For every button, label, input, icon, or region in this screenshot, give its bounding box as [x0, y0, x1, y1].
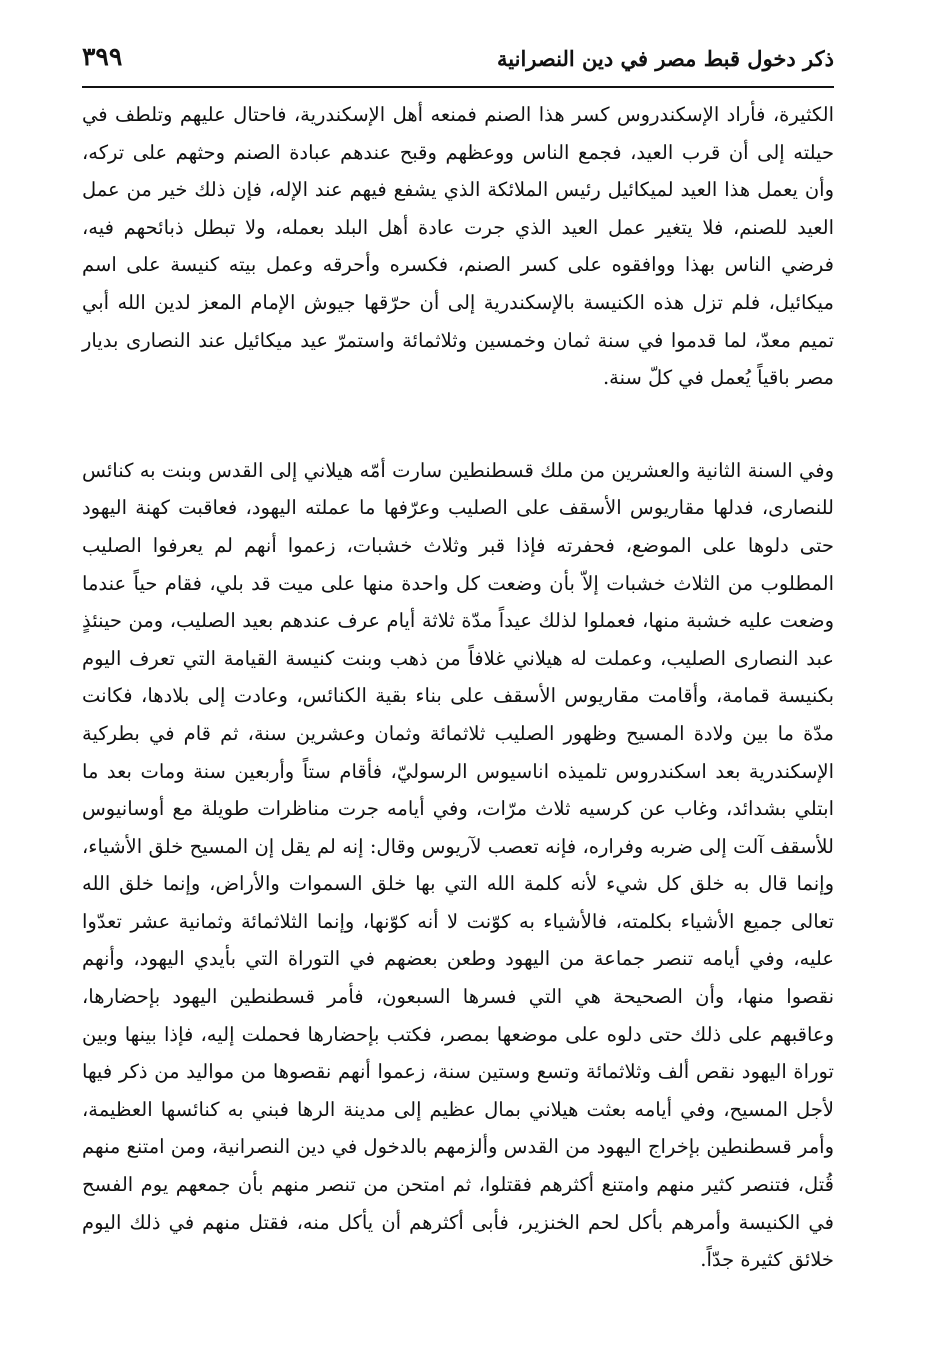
body-text — [82, 96, 834, 1279]
paragraph: الكثيرة، فأراد الإسكندروس كسر هذا الصنم فمنعه أهل الإسكندرية، فاحتال عليهم وتلطف في حيلته إلى أن قرب العيد، فجمع الناس ووعظهم وقبح عندهم عبادة الصنم وحثهم على تركه، وأن يعمل هذا العيد لميكائيل رئيس الملائكة الذي يشفع فيهم عند الإله، فإن ذلك خير من عمل العيد للصنم، فلا يتغير عمل العيد الذي جرت عادة أهل البلد بعمله، ولا تبطل ذبائحهم فيه، فرضي الناس بهذا ووافقوه على كسر الصنم، فكسره وأحرقه وعمل بيته كنيسة على اسم ميكائيل، فلم تزل هذه الكنيسة بالإسكندرية إلى أن حرّقها جيوش الإمام المعز لدين الله أبي تميم معدّ، لما قدموا في سنة ثمان وخمسين وثلاثمائة واستمرّ عيد ميكائيل عند النصارى بديار مصر باقياً يُعمل في كلّ سنة. — [82, 103, 834, 390]
page-number: ٣٩٩ — [82, 42, 123, 71]
header-rule — [82, 86, 834, 88]
paragraph: وفي السنة الثانية والعشرين من ملك قسطنطين سارت أمّه هيلاني إلى القدس وبنت به كنائس للنصارى، فدلها مقاريوس الأسقف على الصليب وعرّفها ما عملته اليهود، فعاقبت كهنة اليهود حتى دلوها على الموضع، فحفرته فإذا قبر وثلاث خشبات، زعموا أنهم لم يعرفوا الصليب المطلوب من الثلاث خشبات إلاّ بأن وضعت كل واحدة منها على ميت قد بلي، فقام حياً عندما وضعت عليه خشبة منها، فعملوا لذلك عيداً مدّة ثلاثة أيام عرف عندهم بعيد الصليب، ومن حينئذٍ عبد النصارى الصليب، وعملت له هيلاني غلافاً من ذهب وبنت كنيسة القيامة التي تعرف اليوم بكنيسة قمامة، وأقامت مقاريوس الأسقف على بناء بقية الكنائس، وعادت إلى بلادها، فكانت مدّة ما بين ولادة المسيح وظهور الصليب ثلاثمائة وثمان وعشرين سنة، ثم قام في بطركية الإسكندرية بعد اسكندروس تلميذه اناسيوس الرسوليّ، فأقام ستاً وأربعين سنة ومات بعد ما ابتلي بشدائد، وغاب عن كرسيه ثلاث مرّات، وفي أيامه جرت مناظرات طويلة مع أوسانيوس للأسقف آلت إلى ضربه وفراره، فإنه تعصب لآريوس وقال: إنه لم يقل إن المسيح خلق الأشياء، وإنما قال به خلق كل شيء لأنه كلمة الله التي بها خلق السموات والأراض، وإنما خلق الله تعالى جميع الأشياء بكلمته، فالأشياء به كوّنت لا أنه كوّنها، وإنما الثلاثمائة وثمانية عشر تعدّوا عليه، وفي أيامه تنصر جماعة من اليهود وطعن بعضهم في التوراة التي بأيدي اليهود، وأنهم نقصوا منها، وأن الصحيحة هي التي فسرها السبعون، فأمر قسطنطين اليهود بإحضارها، وعاقبهم على ذلك حتى دلوه على موضعها بمصر، فكتب بإحضارها فحملت إليه، فإذا بينها وبين توراة اليهود نقص ألف وثلاثمائة وتسع وستين سنة، زعموا أنهم نقصوها من مواليد من ذكر فيها لأجل المسيح، وفي أيامه بعثت هيلاني بمال عظيم إلى مدينة الرها فبني به كنائسها العظيمة، وأمر قسطنطين بإخراج اليهود من القدس وألزمهم بالدخول في دين النصرانية، ومن امتنع منهم قُتل، فتنصر كثير منهم وامتنع أكثرهم فقتلوا، ثم امتحن من تنصر منهم بأن جمعهم يوم الفسح في الكنيسة وأمرهم بأكل لحم الخنزير، فأبى أكثرهم أن يأكل منه، فقتل منهم في ذلك اليوم خلائق كثيرة جدّاً. — [82, 458, 834, 1272]
running-title: ذكر دخول قبط مصر في دين النصرانية — [497, 46, 834, 71]
page-header — [82, 40, 834, 84]
